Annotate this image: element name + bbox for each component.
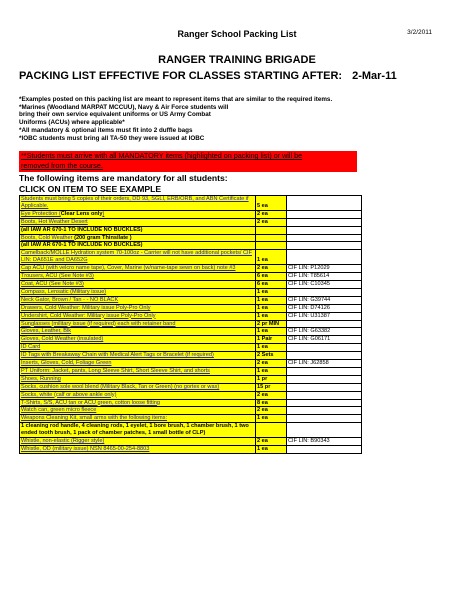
cif-lin-cell: [287, 367, 362, 375]
packing-list-row: [20, 399, 362, 407]
packing-list-row: [20, 304, 362, 312]
packing-list-row: [20, 296, 362, 304]
item-link[interactable]: Gloves, Cold Weather (insulated): [21, 336, 104, 343]
item-cell[interactable]: [20, 328, 256, 336]
item-link[interactable]: Cap ACU (with velcro name tape), Cover, Marine (w/name-tape sewn on back) note #3: [21, 265, 236, 272]
cif-lin-cell: [287, 391, 362, 399]
item-cell[interactable]: [20, 391, 256, 399]
cif-lin-cell: CIF LIN: U31387: [287, 312, 362, 320]
quantity-cell: 2 Sets: [256, 352, 287, 360]
item-link[interactable]: Watch can, green micro fleece: [21, 407, 97, 414]
cif-lin-cell: CIF LIN: P12029: [287, 265, 362, 273]
cif-lin-cell: [287, 288, 362, 296]
item-emphasis: (200 gram Thinsilate ): [74, 234, 132, 241]
start-date: 2-Mar-11: [352, 70, 397, 82]
quantity-cell: 1 ea: [256, 328, 287, 336]
item-cell[interactable]: [20, 383, 256, 391]
cif-lin-cell: [287, 210, 362, 218]
cif-lin-cell: CIF LIN: C10345: [287, 280, 362, 288]
cif-lin-cell: [287, 407, 362, 415]
packing-list-row: [20, 210, 362, 218]
item-link[interactable]: Weapons Cleaning Kit, small arms with the following items:: [21, 415, 168, 422]
item-emphasis: 1 cleaning rod handle, 4 cleaning rods, 1 eyelet, 1 bore brush, 1 chamber brush, 1 two ended tooth brush, 1 pack of chamber patches, 1 small bottle of CLP): [21, 423, 249, 437]
item-link[interactable]: T-Shirts, S/S, ACU tan or ACU green, cotton loose fitting: [21, 399, 160, 406]
item-cell[interactable]: [20, 367, 256, 375]
note-line: *IOBC students must bring all TA-50 they were issued at IOBC: [19, 134, 205, 142]
item-cell[interactable]: [20, 250, 256, 265]
packing-list-row: [20, 273, 362, 281]
item-link[interactable]: Whistle, OD (military issue) NSN 8465-00-254-8803: [21, 446, 150, 452]
quantity-cell: 6 ea: [256, 280, 287, 288]
item-cell[interactable]: [20, 438, 256, 446]
cif-lin-cell: [287, 446, 362, 454]
cif-lin-cell: [287, 415, 362, 423]
quantity-cell: 2 ea: [256, 407, 287, 415]
packing-list-row: [20, 367, 362, 375]
item-cell[interactable]: [20, 423, 256, 438]
packing-list-row: [20, 250, 362, 265]
cif-lin-cell: [287, 242, 362, 250]
cif-lin-cell: CIF LIN: G63382: [287, 328, 362, 336]
item-link[interactable]: Eye Protection (: [21, 210, 61, 217]
note-line: Uniforms (ACUs) where applicable*: [19, 119, 125, 127]
packing-list-row: [20, 352, 362, 360]
quantity-cell: 2 ea: [256, 265, 287, 273]
cif-lin-cell: CIF LIN: J62858: [287, 360, 362, 368]
packing-list-row: [20, 280, 362, 288]
packing-list-row: [20, 446, 362, 454]
cif-lin-cell: [287, 218, 362, 226]
quantity-cell: 1 ea: [256, 367, 287, 375]
quantity-cell: 1 ea: [256, 344, 287, 352]
quantity-cell: 2 ea: [256, 210, 287, 218]
quantity-cell: [256, 423, 287, 438]
quantity-cell: 1 pr: [256, 375, 287, 383]
item-link[interactable]: Students must bring 5 copies of their orders, DD 93, SGLI, ERB/ORB, and ABN Certificate if Applicable.: [21, 196, 249, 209]
item-cell[interactable]: [20, 407, 256, 415]
item-link-suffix[interactable]: ): [102, 210, 105, 217]
packing-list-row: [20, 265, 362, 273]
packing-list-row: [20, 423, 362, 438]
packing-list-row: [20, 328, 362, 336]
quantity-cell: 1 Pair: [256, 336, 287, 344]
item-cell[interactable]: [20, 265, 256, 273]
item-cell[interactable]: [20, 304, 256, 312]
item-cell[interactable]: [20, 242, 256, 250]
cif-lin-cell: [287, 423, 362, 438]
item-cell[interactable]: [20, 336, 256, 344]
quantity-cell: 2 ea: [256, 218, 287, 226]
quantity-cell: 2 pr MIN: [256, 320, 287, 328]
item-link[interactable]: Camelback/MOLLE Hydration system 70-100oz - Carrier will not have additional pockets/ CIF LIN: DA651E and DA652G: [21, 250, 252, 264]
item-link[interactable]: Undershirt, Cold Weather: Military issue Poly-Pro Only: [21, 312, 156, 319]
item-link[interactable]: Whistle, non-elastic (Rigger style): [21, 438, 105, 445]
packing-list-row: [20, 438, 362, 446]
quantity-cell: 2 ea: [256, 360, 287, 368]
packing-list-row: [20, 383, 362, 391]
cif-lin-cell: CIF LIN: G06171: [287, 336, 362, 344]
item-cell[interactable]: [20, 399, 256, 407]
packing-list-row: [20, 226, 362, 234]
item-cell[interactable]: [20, 296, 256, 304]
item-cell[interactable]: [20, 273, 256, 281]
document-subtitle: [19, 70, 397, 82]
item-link[interactable]: Boots, Cold Weather: [21, 234, 75, 241]
cif-lin-cell: [287, 344, 362, 352]
item-cell[interactable]: [20, 344, 256, 352]
packing-list-table: [19, 195, 362, 454]
item-cell[interactable]: [20, 280, 256, 288]
subtitle-text: PACKING LIST EFFECTIVE FOR CLASSES STARTING AFTER:: [19, 70, 343, 82]
notes-block: [19, 96, 399, 142]
cif-lin-cell: [287, 226, 362, 234]
page-header-date: 3/2/2011: [407, 29, 432, 36]
packing-list-row: [20, 407, 362, 415]
item-cell[interactable]: [20, 288, 256, 296]
item-link[interactable]: Neck Gator, Brown / Tan - - NO BLACK: [21, 296, 119, 303]
packing-list-row: [20, 320, 362, 328]
item-cell[interactable]: [20, 312, 256, 320]
item-link[interactable]: ID Card: [21, 344, 41, 351]
cif-lin-cell: [287, 320, 362, 328]
item-cell[interactable]: [20, 320, 256, 328]
packing-list-row: [20, 375, 362, 383]
cif-lin-cell: [287, 250, 362, 265]
item-cell[interactable]: [20, 226, 256, 234]
item-link[interactable]: Shoes, Running: [21, 375, 61, 382]
quantity-cell: [256, 234, 287, 242]
item-link[interactable]: Coat, ACU (See Note #3): [21, 280, 84, 287]
note-line: *All mandatory & optional items must fit into 2 duffle bags: [19, 126, 193, 134]
item-link[interactable]: Sunglasses (military issue (if required) each with retainer band: [21, 320, 176, 327]
warning-line-1: **Students must arrive with all MANDATORY items (highlighted on packing list) or will be: [21, 151, 303, 160]
item-cell[interactable]: [20, 360, 256, 368]
item-cell[interactable]: [20, 375, 256, 383]
packing-list-row: [20, 415, 362, 423]
item-link[interactable]: Socks, white (calf or above ankle only): [21, 391, 117, 398]
cif-lin-cell: [287, 234, 362, 242]
quantity-cell: 15 pr: [256, 383, 287, 391]
cif-lin-cell: [287, 375, 362, 383]
packing-list-row: [20, 242, 362, 250]
packing-list-row: [20, 218, 362, 226]
quantity-cell: [256, 226, 287, 234]
mandatory-heading: The following items are mandatory for all students:: [19, 173, 228, 183]
cif-lin-cell: [287, 383, 362, 391]
cif-lin-cell: CIF LIN: B90343: [287, 438, 362, 446]
cif-lin-cell: CIF LIN: G39744: [287, 296, 362, 304]
packing-list-row: [20, 234, 362, 242]
item-link[interactable]: Gloves, Leather, Blk: [21, 328, 72, 335]
click-instruction: CLICK ON ITEM TO SEE EXAMPLE: [19, 184, 162, 194]
item-cell[interactable]: [20, 218, 256, 226]
quantity-cell: 1 ea: [256, 288, 287, 296]
item-link[interactable]: Drawers, Cold Weather: Military issue Poly-Pro Only: [21, 304, 151, 311]
packing-list-row: [20, 344, 362, 352]
quantity-cell: 1 ea: [256, 304, 287, 312]
quantity-cell: 2 ea: [256, 391, 287, 399]
item-cell[interactable]: [20, 196, 256, 211]
quantity-cell: 2 ea: [256, 438, 287, 446]
item-emphasis: (all IAW AR 670-1 TO INCLUDE NO BUCKLES): [21, 226, 143, 233]
packing-list-row: [20, 312, 362, 320]
mandatory-warning-banner: [19, 151, 357, 172]
cif-lin-cell: CIF LIN: D74126: [287, 304, 362, 312]
page-header-title: Ranger School Packing List: [177, 29, 297, 39]
note-line: *Marines (Woodland MARPAT MCCUU), Navy & Air Force students will: [19, 103, 229, 111]
quantity-cell: 1 ea: [256, 415, 287, 423]
note-line: *Examples posted on this packing list are meant to represent items that are similar to the required items.: [19, 96, 333, 103]
packing-list-row: [20, 288, 362, 296]
item-cell[interactable]: [20, 415, 256, 423]
quantity-cell: 1 ea: [256, 312, 287, 320]
quantity-cell: 1 ea: [256, 250, 287, 265]
item-link[interactable]: PT Uniform: Jacket, pants, Long Sleeve Shirt, Short Sleeve Shirt, and shorts: [21, 367, 210, 374]
packing-list-row: [20, 196, 362, 211]
quantity-cell: 5 ea: [256, 196, 287, 211]
cif-lin-cell: CIF LIN: T85614: [287, 273, 362, 281]
item-emphasis: (all IAW AR 670-1 TO INCLUDE NO BUCKLES): [21, 242, 143, 249]
note-line: bring their own service equivalent uniforms or US Army Combat: [19, 111, 211, 119]
packing-list-row: [20, 360, 362, 368]
item-link[interactable]: Boots, Hot Weather Desert: [21, 218, 88, 225]
cif-lin-cell: [287, 399, 362, 407]
item-cell[interactable]: [20, 210, 256, 218]
item-link[interactable]: Compass, Lensatic (Military issue): [21, 288, 107, 295]
item-cell[interactable]: [20, 234, 256, 242]
item-link[interactable]: ID Tags with Breakaway Chain with Medical Alert Tags or Bracelet (if required): [21, 352, 214, 359]
quantity-cell: 1 ea: [256, 296, 287, 304]
packing-list-row: [20, 391, 362, 399]
warning-line-2: removed from the course.: [21, 161, 103, 170]
item-link[interactable]: Trousers, ACU (See Note #3): [21, 273, 94, 280]
quantity-cell: 1 ea: [256, 446, 287, 454]
cif-lin-cell: [287, 196, 362, 211]
item-cell[interactable]: [20, 352, 256, 360]
item-link[interactable]: Socks, cushion sole wool blend (Military Black, Tan or Green) (no gortex or wax): [21, 383, 220, 390]
quantity-cell: 6 ea: [256, 273, 287, 281]
item-cell[interactable]: [20, 446, 256, 454]
cif-lin-cell: [287, 352, 362, 360]
document-title: RANGER TRAINING BRIGADE: [158, 54, 316, 66]
packing-list-row: [20, 336, 362, 344]
item-emphasis: Clear Lens only: [60, 210, 103, 217]
quantity-cell: 8 ea: [256, 399, 287, 407]
quantity-cell: [256, 242, 287, 250]
item-link[interactable]: Inserts, Gloves, Cold, Foliage Green: [21, 360, 112, 367]
